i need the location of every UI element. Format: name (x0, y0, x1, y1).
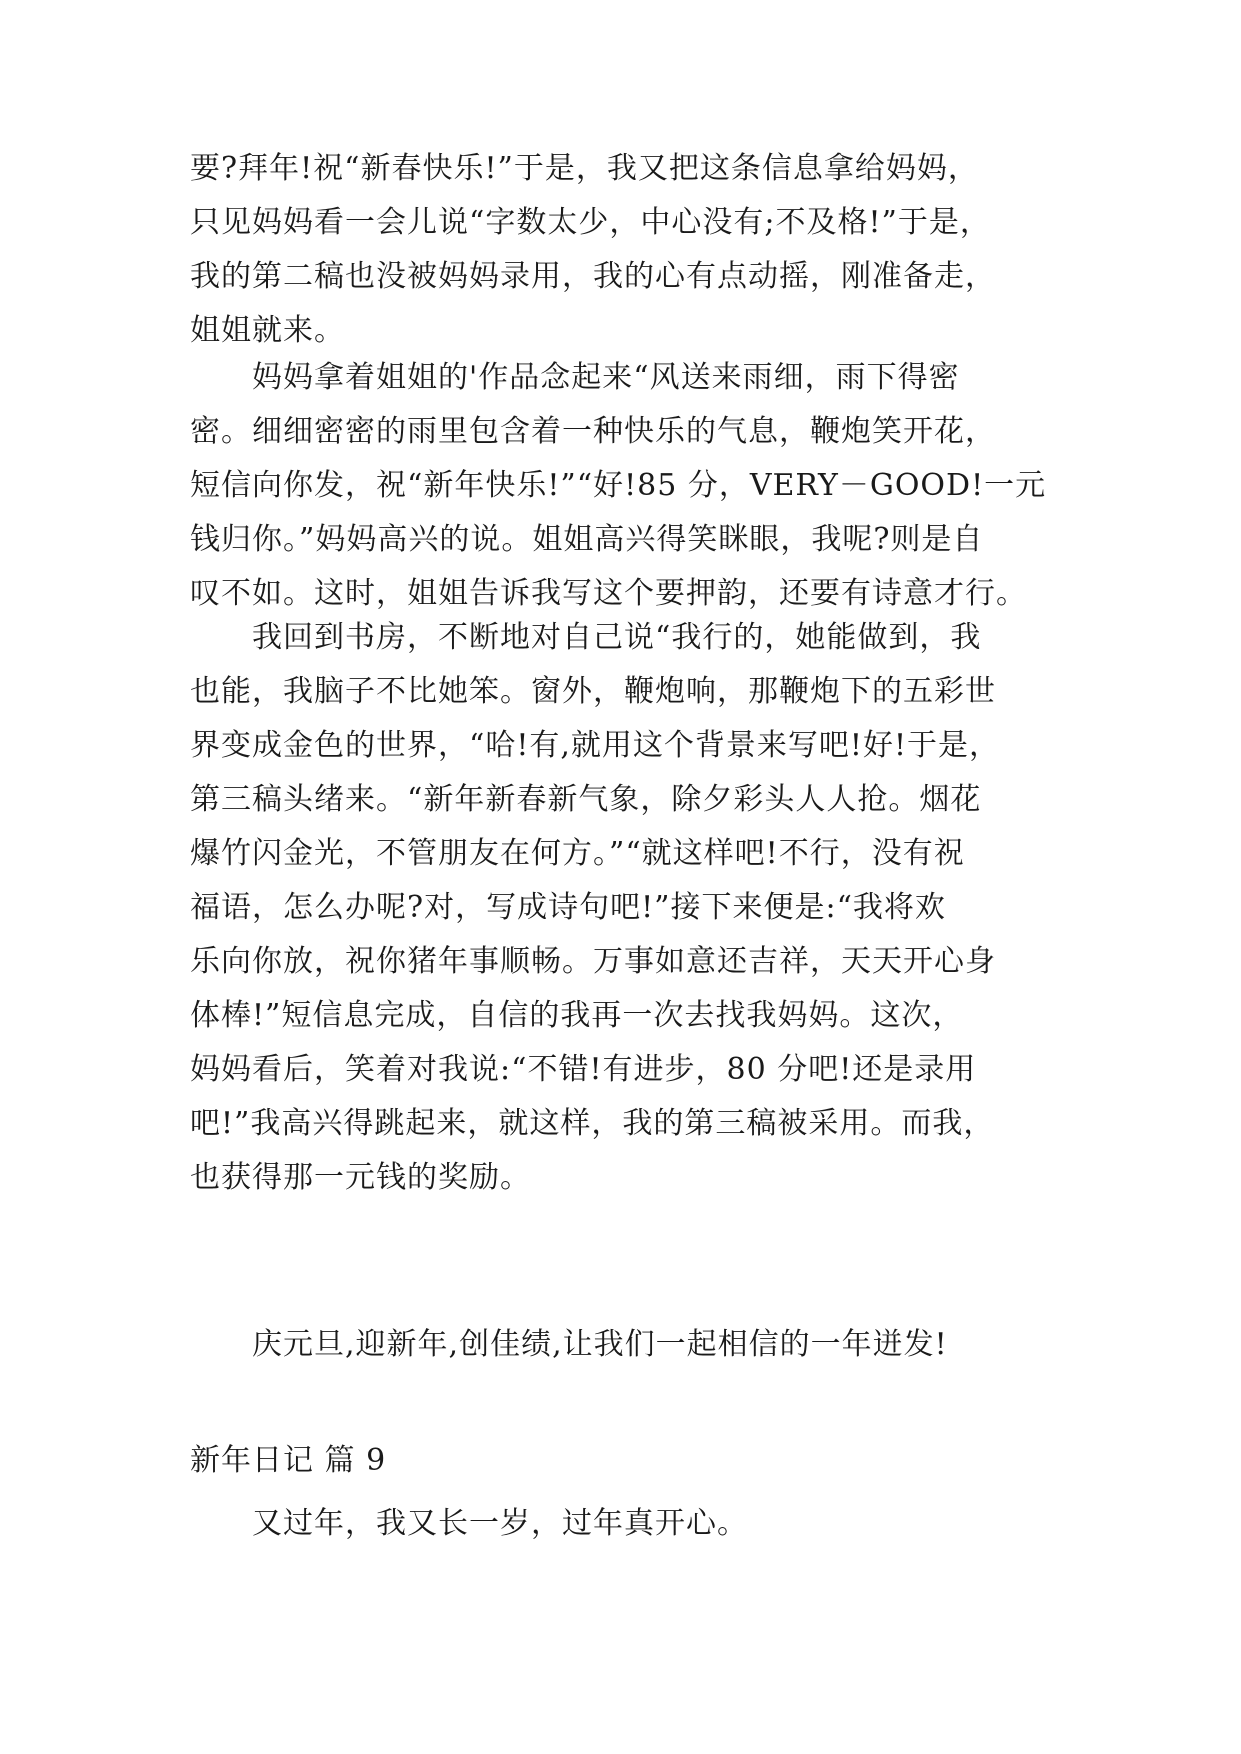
text-line: 妈妈看后，笑着对我说:“不错!有进步，80 分吧!还是录用 (190, 1052, 977, 1087)
text-line: 庆元旦,迎新年,创佳绩,让我们一起相信的一年迸发! (190, 1327, 948, 1362)
text-line: 第三稿头绪来。“新年新春新气象，除夕彩头人人抢。烟花 (190, 782, 982, 817)
paragraph-3 (190, 611, 1070, 1205)
text-line: 短信向你发，祝“新年快乐!”“好!85 分，VERY－GOOD!一元 (190, 468, 1047, 503)
text-line: 姐姐就来。 (190, 313, 345, 348)
text-line: 要?拜年!祝“新春快乐!”于是，我又把这条信息拿给妈妈， (190, 151, 979, 186)
text-line: 钱归你。”妈妈高兴的说。姐姐高兴得笑眯眼，我呢?则是自 (190, 522, 984, 557)
paragraph-5 (190, 1497, 1070, 1551)
text-line: 我的第二稿也没被妈妈录用，我的心有点动摇，刚准备走， (190, 259, 996, 294)
text-line: 密。细细密密的雨里包含着一种快乐的气息，鞭炮笑开花， (190, 414, 996, 449)
text-line: 妈妈拿着姐姐的'作品念起来“风送来雨细，雨下得密 (190, 360, 960, 395)
text-line: 叹不如。这时，姐姐告诉我写这个要押韵，还要有诗意才行。 (190, 576, 1027, 611)
text-line: 又过年，我又长一岁，过年真开心。 (190, 1506, 748, 1541)
text-line: 吧!”我高兴得跳起来，就这样，我的第三稿被采用。而我， (190, 1106, 995, 1141)
paragraph-1 (190, 142, 1070, 358)
text-line: 爆竹闪金光，不管朋友在何方。”“就这样吧!不行，没有祝 (190, 836, 965, 871)
text-line: 也获得那一元钱的奖励。 (190, 1160, 531, 1195)
text-line: 也能，我脑子不比她笨。窗外，鞭炮响，那鞭炮下的五彩世 (190, 674, 996, 709)
text-line: 福语，怎么办呢?对，写成诗句吧!”接下来便是:“我将欢 (190, 890, 946, 925)
text-line: 体棒!”短信息完成，自信的我再一次去找我妈妈。这次， (190, 998, 964, 1033)
text-line: 只见妈妈看一会儿说“字数太少，中心没有;不及格!”于是， (190, 205, 991, 240)
text-line: 我回到书房，不断地对自己说“我行的，她能做到，我 (190, 620, 982, 655)
paragraph-4 (190, 1318, 1070, 1372)
text-line: 乐向你放，祝你猪年事顺畅。万事如意还吉祥，天天开心身 (190, 944, 996, 979)
text-line: 界变成金色的世界，“哈!有,就用这个背景来写吧!好!于是， (190, 728, 1001, 763)
paragraph-2 (190, 351, 1070, 621)
section-heading: 新年日记 篇 9 (190, 1443, 387, 1478)
